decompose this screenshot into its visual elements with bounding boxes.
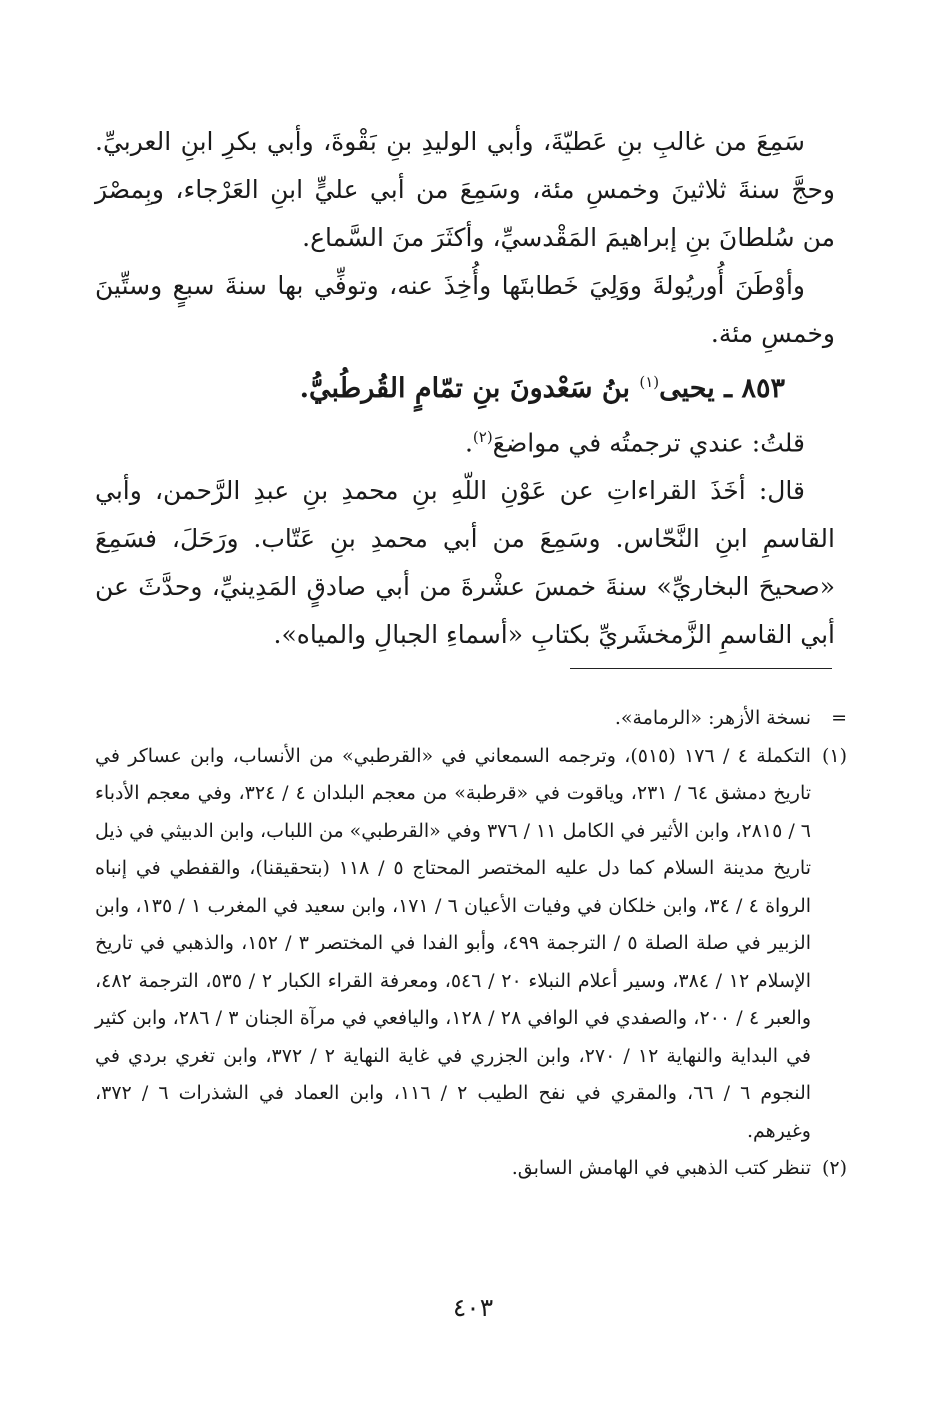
footnote-marker: = [831,707,847,729]
footnote-divider [570,668,832,669]
footnote-reference-1: (١) [639,373,660,391]
footnote-marker: (٢) [821,1157,847,1179]
footnote-text: نسخة الأزهر: «الرمامة». [614,707,811,729]
entry-heading [95,358,835,413]
entry-name-rest: بنُ سَعْدونَ بنِ تمّامٍ القُرطُبيُّ. [299,373,640,404]
biography-paragraph-2: وأوْطَنَ أُوريُولةَ ووَلِيَ خَطابتَها وأُخِذَ عنه، وتوفِّي بها سنةَ سبعٍ وستِّينَ وخمسِ مئة. [95,271,835,348]
footnote-text: تنظر كتب الذهبي في الهامش السابق. [511,1157,811,1179]
entry-dash: ـ [714,373,742,404]
footnote-continuation [95,700,847,738]
editor-note-text: قلتُ: عندي ترجمتُه في مواضعَ [492,428,805,458]
biography-paragraph-3: قال: أخَذَ القراءاتِ عن عَوْنِ اللّهِ بنِ محمدِ بنِ عبدِ الرَّحمن، وأبي القاسمِ ابنِ النَّحّاس. وسَمِعَ من أبي محمدِ بنِ عَتّاب. ورَحَلَ، فسَمِعَ «صحيحَ البخاريِّ» سنةَ خمسَ عشْرةَ من أبي صادقٍ المَدِينيِّ، وحدَّثَ عن أبي القاسمِ الزَّمخشَريِّ بكتابِ «أسماءِ الجبالِ والمياه». [95,476,835,650]
editor-note-paragraph [95,413,835,467]
footnote-marker: (١) [821,744,847,767]
editor-note-end: . [464,428,473,458]
entry-name-first: يحيى [659,373,715,404]
footnotes-block [95,700,847,1188]
footnote-2 [95,1150,847,1188]
footnote-text: التكملة ٤ / ١٧٦ (٥١٥)، وترجمه السمعاني في «القرطبي» من الأنساب، وابن عساكر في تاريخ دمشق ٦٤ / ٢٣١، وياقوت في «قرطبة» من معجم البلدان ٤ / ٣٢٤، وفي معجم الأدباء ٦ / ٢٨١٥، وابن الأثير في الكامل ١١ / ٣٧٦ وفي «القرطبي» من اللباب، وابن الدبيثي في ذيل تاريخ مدينة السلام كما دل عليه المختصر المحتاج ٥ / ١١٨ (بتحقيقنا)، والقفطي في إنباه الرواة ٤ / ٣٤، وابن خلكان في وفيات الأعيان ٦ / ١٧١، وابن سعيد في المغرب ١ / ١٣٥، وابن الزبير في صلة الصلة ٥ / الترجمة ٤٩٩، وأبو الفدا في المختصر ٣ / ١٥٢، والذهبي في تاريخ الإسلام ١٢ / ٣٨٤، وسير أعلام النبلاء ٢٠ / ٥٤٦، ومعرفة القراء الكبار ٢ / ٥٣٥، الترجمة ٤٨٢، والعبر ٤ / ٢٠٠، والصفدي في الوافي ٢٨ / ١٢٨، واليافعي في مرآة الجنان ٣ / ٢٨٦، وابن كثير في البداية والنهاية ١٢ / ٢٧٠، وابن الجزري في غاية النهاية ٢ / ٣٧٢، وابن تغري بردي في النجوم ٦ / ٦٦، والمقري في نفح الطيب ٢ / ١١٦، وابن العماد في الشذرات ٦ / ٣٧٢، وغيرهم. [94,744,812,1142]
page-number: ٤٠٣ [452,1293,494,1322]
footnote-reference-2: (٢) [472,428,493,446]
entry-number: ٨٥٣ [741,373,785,404]
footnote-1 [95,738,847,1151]
main-text-block [95,118,835,659]
biography-paragraph-1: سَمِعَ من غالبِ بنِ عَطيّةَ، وأبي الوليدِ بنِ بَقْوةَ، وأبي بكرِ ابنِ العربيِّ. وحجَّ سنةَ ثلاثينَ وخمسِ مئة، وسَمِعَ من أبي عليٍّ ابنِ العَرْجاء، وبِمصْرَ من سُلطانَ بنِ إبراهيمَ المَقْدسيِّ، وأكثَرَ منَ السَّماع. [95,127,835,252]
